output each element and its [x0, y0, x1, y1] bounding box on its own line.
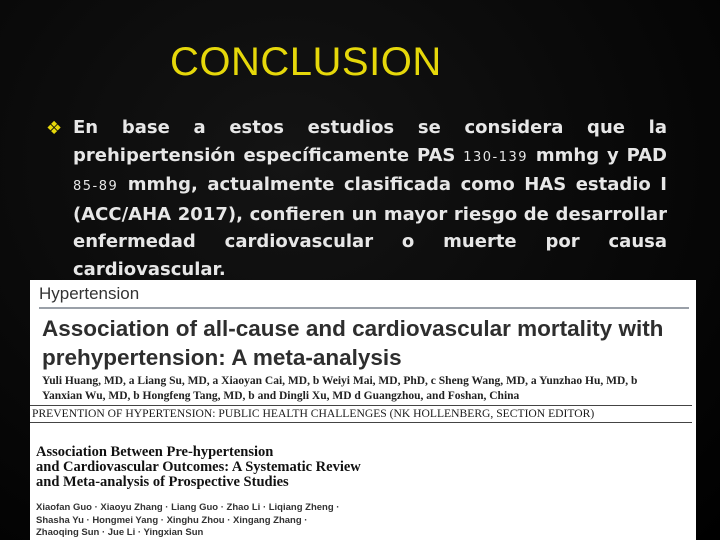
article-clipping-1	[30, 280, 696, 408]
authors-line: Xiaofan Guo · Xiaoyu Zhang · Liang Guo · Zhao Li · Liqiang Zheng ·	[36, 502, 340, 513]
journal-name: Hypertension	[39, 284, 140, 303]
authors-line: Zhaoqing Sun · Jue Li · Yingxian Sun	[36, 527, 204, 538]
authors-line: Yanxian Wu, MD, b Hongfeng Tang, MD, b and Dingli Xu, MD d Guangzhou, and Foshan, China	[42, 390, 520, 402]
pas-range: 130-139	[463, 149, 529, 165]
paragraph-text-1: En base a estos estudios se considera que la prehipertensión específicamente PAS	[73, 117, 667, 166]
pad-range: 85-89	[73, 179, 119, 194]
article-authors	[36, 502, 686, 540]
slide-title: CONCLUSION	[170, 40, 442, 84]
citation: (ACC/AHA 2017)	[73, 203, 237, 225]
conclusion-paragraph	[73, 114, 667, 283]
title-line: Association Between Pre-hypertension	[36, 444, 274, 460]
title-line: and Cardiovascular Outcomes: A Systematic Review	[36, 459, 361, 475]
title-line: and Meta-analysis of Prospective Studies	[36, 474, 289, 490]
section-header: PREVENTION OF HYPERTENSION: PUBLIC HEALTH CHALLENGES (NK HOLLENBERG, SECTION EDITOR)	[30, 405, 692, 423]
article-title	[36, 445, 686, 490]
article-clipping-2	[30, 403, 696, 540]
paragraph-text-4: , confieren un mayor riesgo de desarrollar enfermedad cardiovascular o muerte por causa cardiovascular.	[73, 203, 667, 280]
article-title: Association of all-cause and cardiovascular mortality with prehypertension: A meta-analysis	[42, 316, 664, 370]
diamond-bullet-icon: ❖	[46, 118, 63, 139]
paragraph-text-2: mmhg y PAD	[528, 144, 667, 166]
article-authors	[42, 374, 694, 404]
authors-line: Yuli Huang, MD, a Liang Su, MD, a Xiaoyan Cai, MD, b Weiyi Mai, MD, PhD, c Sheng Wang, MD, a Yunzhao Hu, MD, b	[42, 375, 638, 387]
paragraph-text-3: mmhg, actualmente clasificada como HAS estadio I	[118, 174, 667, 195]
authors-line: Shasha Yu · Hongmei Yang · Xinghu Zhou · Xingang Zhang ·	[36, 514, 308, 526]
journal-divider	[39, 307, 689, 309]
